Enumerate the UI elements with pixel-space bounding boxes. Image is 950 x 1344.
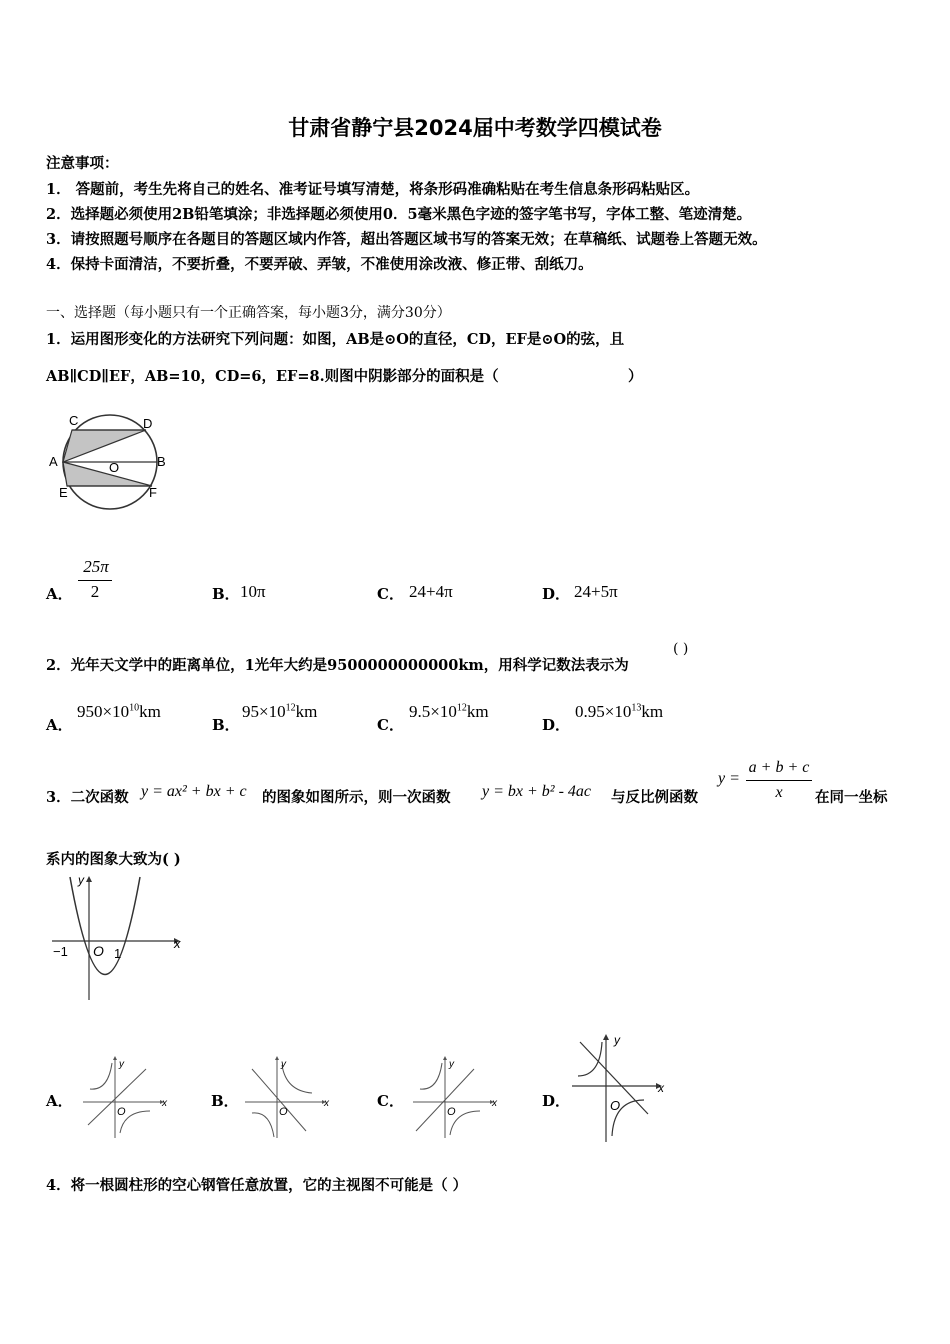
exp: 10: [129, 702, 140, 714]
y-axis-arrow: [86, 876, 92, 882]
q3-option-c-graph: [408, 1055, 498, 1140]
axis-o: O: [117, 1106, 126, 1118]
q1-line1: 1．运用图形变化的方法研究下列问题：如图，AB是⊙O的直径，CD，EF是⊙O的弦，且: [46, 331, 625, 348]
q2-option-b-value: [242, 702, 317, 722]
q1-paren-close: ）: [628, 368, 643, 385]
q1-option-c-label: C．: [377, 585, 404, 603]
q2-paren: ( ): [673, 641, 689, 657]
q1-option-a-numerator: 25π: [83, 557, 109, 576]
q3-inverse-numerator: a + b + c: [748, 759, 810, 776]
q3-line2: 系内的图象大致为( ): [46, 851, 181, 868]
q2-option-c-label: C．: [377, 716, 404, 734]
label-b: B: [157, 454, 166, 469]
q3-inverse-fraction-bar: [746, 780, 812, 781]
q2-option-a-label: A．: [46, 716, 73, 734]
shaded-region-bottom: [63, 462, 152, 486]
q1-circle-figure: [45, 408, 175, 508]
q3-parabola-graph: [48, 872, 188, 1007]
section-heading: 一、选择题（每小题只有一个正确答案，每小题3分，满分30分）: [46, 305, 451, 321]
q3-prefix: 3．二次函数: [46, 789, 129, 806]
label-y: y: [78, 873, 84, 887]
q2-option-a-value: [77, 702, 161, 722]
q3-option-a-graph: [78, 1055, 168, 1140]
axis-x: x: [324, 1098, 329, 1109]
axis-y: y: [449, 1059, 454, 1070]
label-f: F: [149, 485, 157, 500]
q3-option-b-graph: [240, 1055, 330, 1140]
q3-option-a-label: A．: [46, 1092, 73, 1110]
q2-option-d-label: D．: [542, 716, 571, 734]
q3-suffix: 在同一坐标: [815, 789, 888, 806]
q1-option-a-fraction-bar: [78, 580, 112, 581]
notice-item: 4．保持卡面清洁，不要折叠，不要弄破、弄皱，不准使用涂改液、修正带、刮纸刀。: [46, 256, 593, 273]
label-d: D: [143, 416, 153, 431]
label-one: 1: [114, 946, 122, 961]
exp: 12: [285, 702, 296, 714]
shaded-region-top: [63, 430, 146, 462]
q1-option-d-value: 24+5π: [574, 582, 618, 601]
axis-x: x: [492, 1098, 497, 1109]
q3-mid2: 与反比例函数: [611, 789, 698, 806]
q3-option-d-graph: [568, 1032, 668, 1144]
label-minus-one: −1: [53, 944, 68, 959]
q1-option-b-label: B．: [212, 585, 240, 603]
notice-item: 1． 答题前，考生先将自己的姓名、准考证号填写清楚，将条形码准确粘贴在考生信息条形码粘贴区。: [46, 181, 700, 198]
axis-o: O: [279, 1106, 288, 1118]
q4-text: 4．将一根圆柱形的空心钢管任意放置，它的主视图不可能是（ ）: [46, 1177, 468, 1194]
axis-y: y: [119, 1059, 124, 1070]
q2-option-c-value: [409, 702, 489, 722]
parabola-curve: [70, 877, 140, 975]
axis-x: x: [658, 1081, 664, 1095]
exp: 13: [631, 702, 642, 714]
unit: km: [139, 702, 161, 721]
label-e: E: [59, 485, 68, 500]
unit: km: [641, 702, 664, 721]
q1-option-b-value: 10π: [240, 582, 266, 601]
q1-option-c-value: 24+4π: [409, 582, 453, 601]
unit: km: [466, 702, 489, 721]
label-c: C: [69, 413, 79, 428]
q3-quadratic-formula: y = ax² + bx + c: [141, 783, 247, 800]
q2-option-d-value: [575, 702, 663, 722]
q3-linear-formula: y = bx + b² - 4ac: [482, 783, 592, 800]
base: 950×10: [77, 702, 130, 721]
unit: km: [295, 702, 318, 721]
notice-item: 3．请按照题号顺序在各题目的答题区域内作答，超出答题区域书写的答案无效；在草稿纸、试题卷上答题无效。: [46, 231, 767, 248]
label-a: A: [49, 454, 58, 469]
q3-mid1: 的图象如图所示，则一次函数: [262, 789, 451, 806]
q2-text: 2．光年天文学中的距离单位，1光年大约是9500000000000km，用科学记数法表示为: [46, 657, 629, 674]
q3-option-c-label: C．: [377, 1092, 404, 1110]
axis-y: y: [614, 1033, 620, 1047]
axis-o: O: [447, 1106, 456, 1118]
base: 9.5×10: [409, 702, 457, 721]
axis-x: x: [162, 1098, 167, 1109]
label-origin: O: [93, 943, 104, 959]
q1-line2: AB∥CD∥EF，AB=10，CD=6，EF=8.则图中阴影部分的面积是（: [46, 368, 499, 385]
label-o: O: [109, 460, 120, 475]
q3-option-b-label: B．: [211, 1092, 239, 1110]
base: 0.95×10: [575, 702, 632, 721]
q3-inverse-denominator: x: [775, 784, 783, 801]
base: 95×10: [242, 702, 286, 721]
q1-option-d-label: D．: [542, 585, 571, 603]
q1-option-a-denominator: 2: [90, 582, 100, 601]
axis-y: y: [281, 1059, 286, 1070]
notice-heading: 注意事项：: [46, 155, 119, 172]
q3-inverse-lhs: y =: [718, 770, 740, 787]
label-x: x: [174, 936, 181, 951]
exp: 12: [456, 702, 467, 714]
axis-o: O: [610, 1098, 621, 1113]
q2-option-b-label: B．: [212, 716, 240, 734]
page-title: 甘肃省静宁县2024届中考数学四模试卷: [288, 116, 662, 140]
q1-option-a-label: A．: [46, 585, 73, 603]
notice-item: 2．选择题必须使用2B铅笔填涂；非选择题必须使用0．5毫米黑色字迹的签字笔书写，字体工整、笔迹清楚。: [46, 206, 752, 223]
q3-option-d-label: D．: [542, 1092, 571, 1110]
